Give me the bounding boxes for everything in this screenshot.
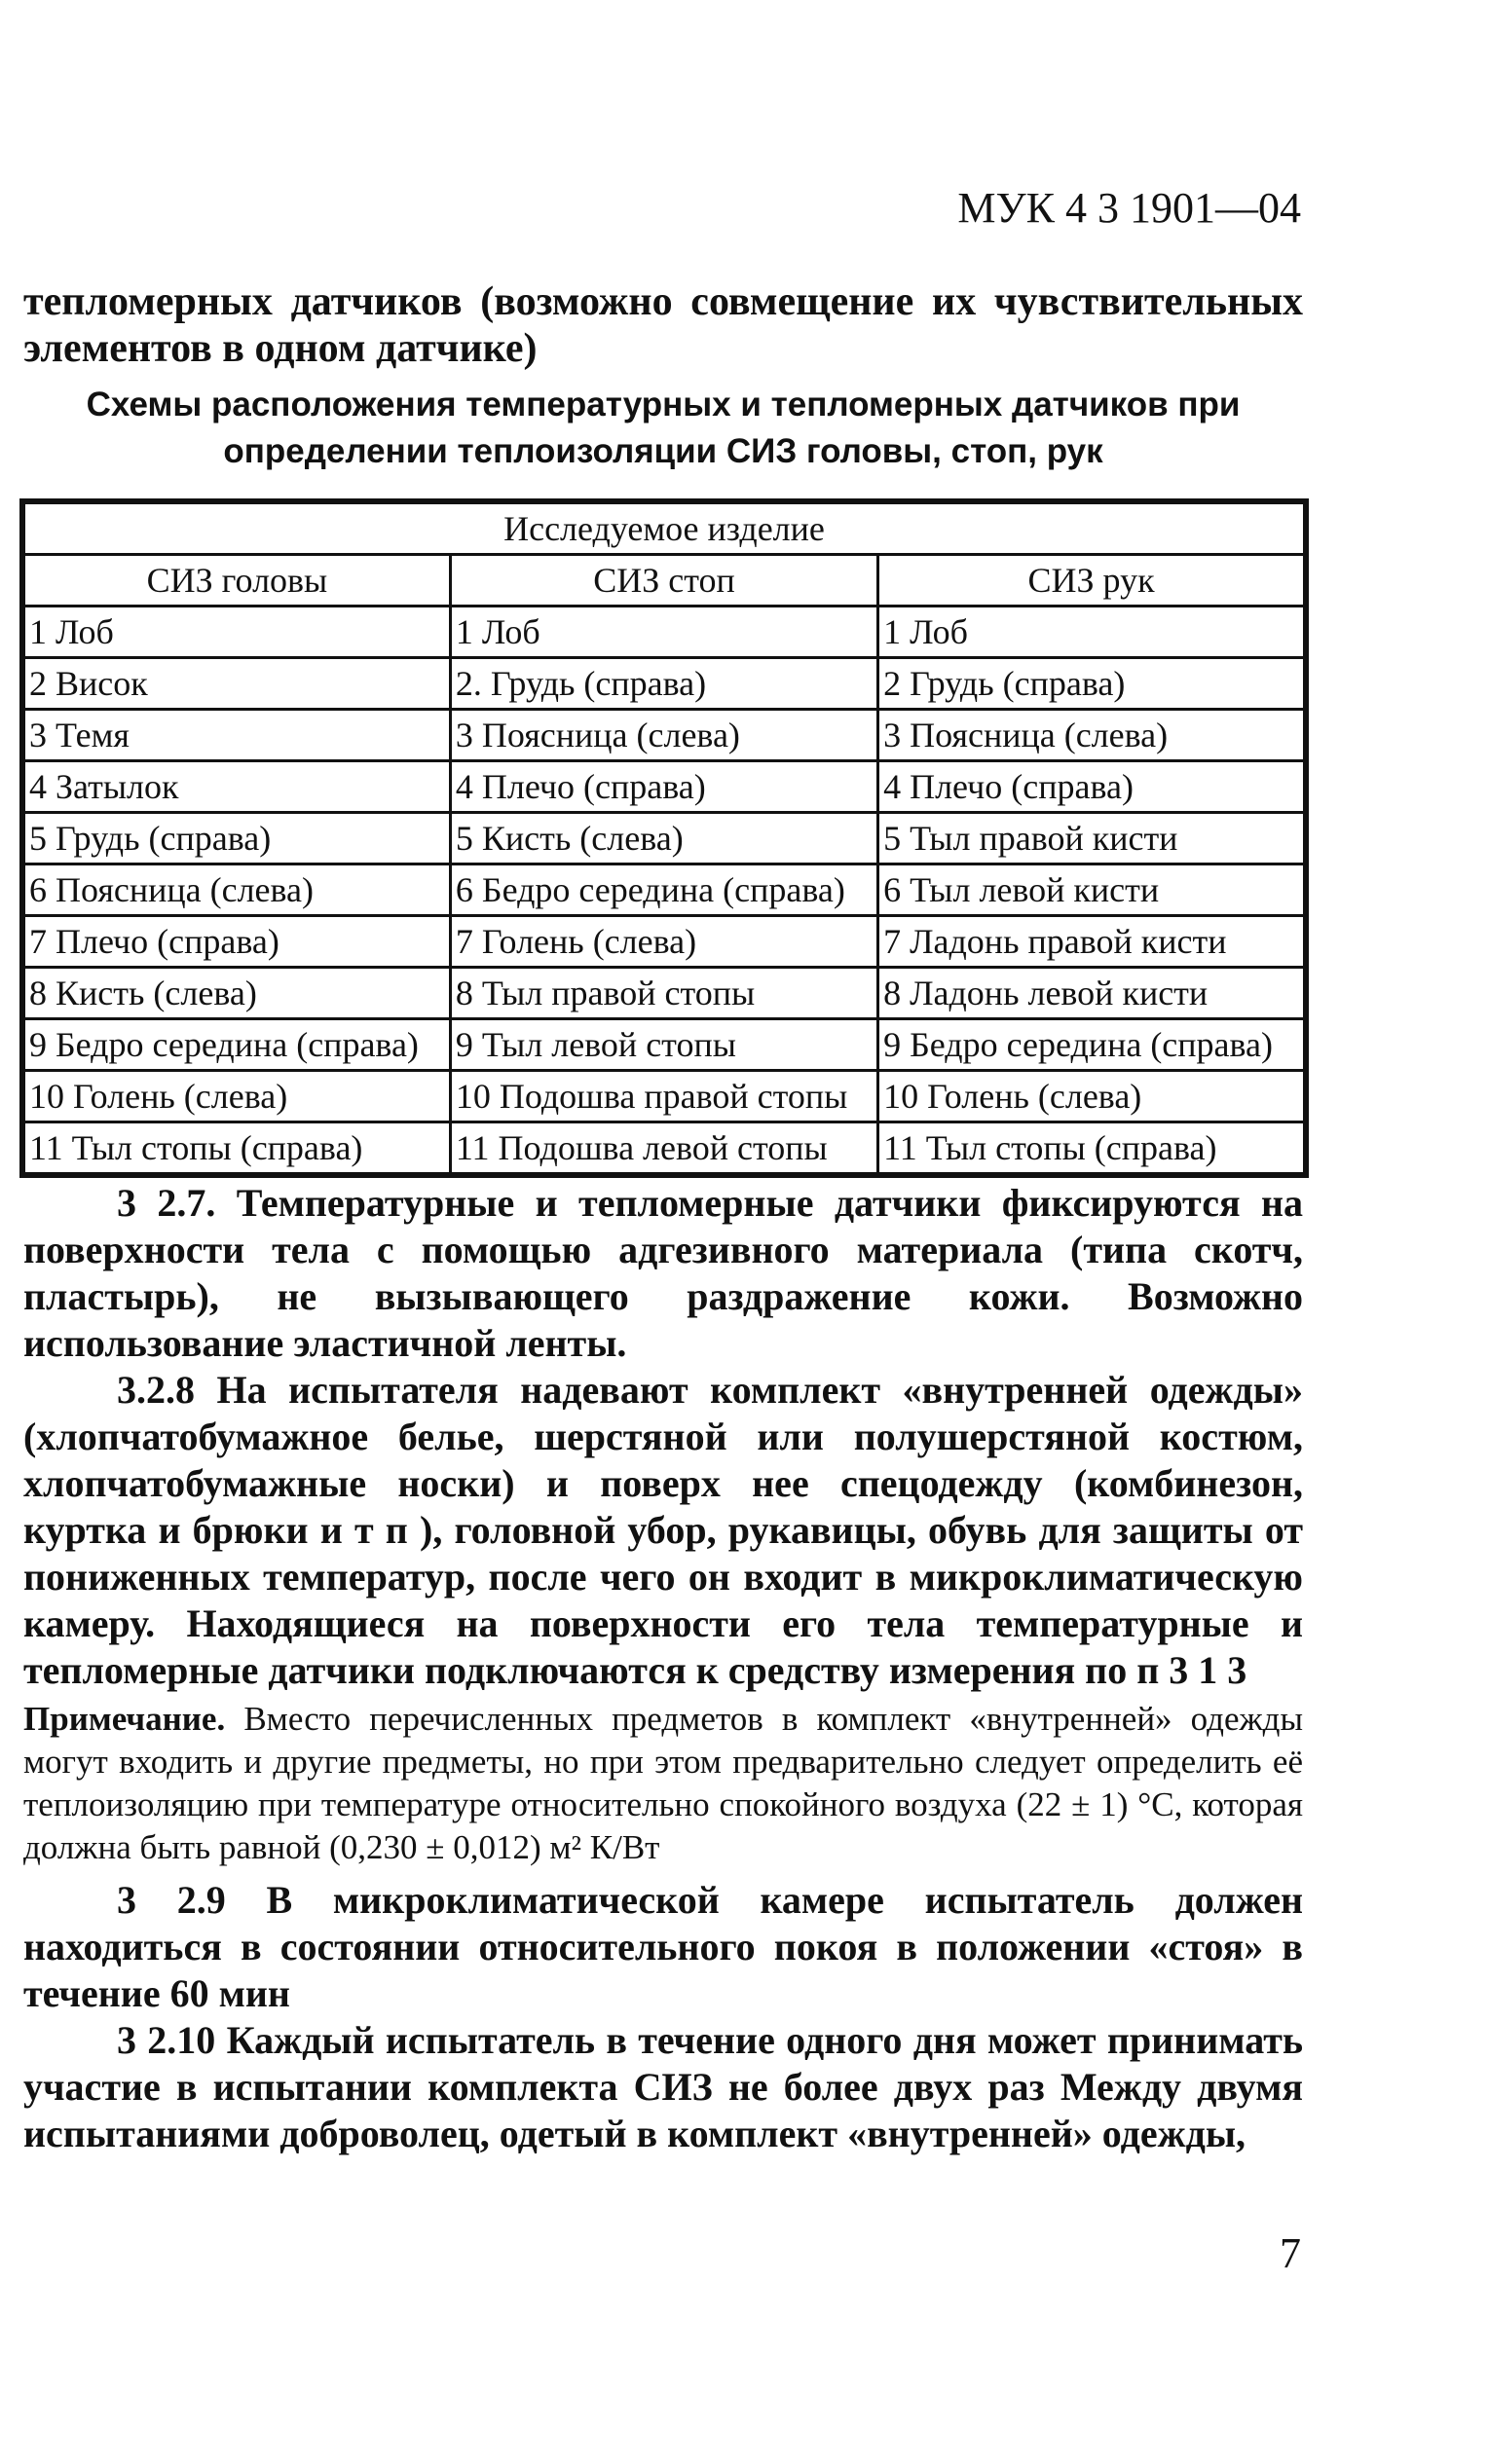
table-cell: 11 Тыл стопы (справа) [878, 1122, 1305, 1174]
paragraph-3-2-7: 3 2.7. Температурные и тепломерные датчики фиксируются на поверхности тела с помощью адгезивного материала (типа скотч, пластырь), не вызывающего раздражение кожи. Возможно использование эластичной ленты. [23, 1181, 1303, 1365]
table-row [24, 916, 1305, 968]
sensor-table [22, 501, 1306, 1175]
table-group-header: Исследуемое изделие [24, 503, 1305, 555]
table-row [24, 761, 1305, 813]
table-row [24, 1071, 1305, 1122]
note-block [23, 1698, 1303, 1869]
table-cell: 5 Грудь (справа) [24, 813, 451, 864]
table-cell: 4 Плечо (справа) [878, 761, 1305, 813]
table-cell: 9 Бедро середина (справа) [878, 1019, 1305, 1071]
table-cell: 5 Кисть (слева) [450, 813, 877, 864]
table-row [24, 710, 1305, 761]
column-header-head: СИЗ головы [24, 555, 451, 607]
table-cell: 4 Затылок [24, 761, 451, 813]
table-cell: 3 Поясница (слева) [450, 710, 877, 761]
paragraph-3-2-9: 3 2.9 В микроклиматической камере испытатель должен находиться в состоянии относительного покоя в положении «стоя» в течение 60 мин [23, 1878, 1303, 2015]
table-cell: 6 Бедро середина (справа) [450, 864, 877, 916]
table-cell: 11 Тыл стопы (справа) [24, 1122, 451, 1174]
page-number: 7 [1280, 2229, 1301, 2277]
table-row [24, 1122, 1305, 1174]
sensor-table-frame [19, 498, 1309, 1178]
table-cell: 2 Висок [24, 658, 451, 710]
table-cell: 11 Подошва левой стопы [450, 1122, 877, 1174]
table-cell: 8 Тыл правой стопы [450, 968, 877, 1019]
table-cell: 8 Ладонь левой кисти [878, 968, 1305, 1019]
table-cell: 2 Грудь (справа) [878, 658, 1305, 710]
table-cell: 6 Тыл левой кисти [878, 864, 1305, 916]
table-cell: 10 Голень (слева) [24, 1071, 451, 1122]
table-row [24, 1019, 1305, 1071]
table-cell: 4 Плечо (справа) [450, 761, 877, 813]
paragraph-3-2-10: 3 2.10 Каждый испытатель в течение одного дня может принимать участие в испытании комплекта СИЗ не более двух раз Между двумя испытаниями доброволец, одетый в комплект «внутренней» одежды, [23, 2018, 1303, 2155]
column-header-hands: СИЗ рук [878, 555, 1305, 607]
paragraph-3-2-8: 3.2.8 На испытателя надевают комплект «внутренней одежды» (хлопчатобумажное белье, шерстяной или полушерстяной костюм, хлопчатобумажные носки) и поверх нее спецодежду (комбинезон, куртка и брюки и т п ), головной убор, рукавицы, обувь для защиты от пониженных температур, после чего он входит в микроклиматическую камеру. Находящиеся на поверхности его тела температурные и тепломерные датчики подключаются к средству измерения по п 3 1 3 [23, 1368, 1303, 1692]
table-cell: 10 Голень (слева) [878, 1071, 1305, 1122]
table-cell: 7 Плечо (справа) [24, 916, 451, 968]
table-cell: 1 Лоб [878, 607, 1305, 658]
table-cell: 3 Темя [24, 710, 451, 761]
table-cell: 7 Голень (слева) [450, 916, 877, 968]
note-label: Примечание. [23, 1700, 226, 1738]
table-row [24, 607, 1305, 658]
table-cell: 9 Бедро середина (справа) [24, 1019, 451, 1071]
table-row [24, 864, 1305, 916]
table-cell: 1 Лоб [450, 607, 877, 658]
table-cell: 2. Грудь (справа) [450, 658, 877, 710]
table-title: Схемы расположения температурных и тепломерных датчиков при определении теплоизоляции СИЗ головы, стоп, рук [86, 386, 1241, 470]
column-header-feet: СИЗ стоп [450, 555, 877, 607]
table-cell: 9 Тыл левой стопы [450, 1019, 877, 1071]
document-header: МУК 4 3 1901—04 [957, 184, 1301, 232]
table-cell: 7 Ладонь правой кисти [878, 916, 1305, 968]
table-cell: 8 Кисть (слева) [24, 968, 451, 1019]
table-row [24, 968, 1305, 1019]
note-text: Вместо перечисленных предметов в комплект «внутренней» одежды могут входить и другие предметы, но при этом предварительно следует определить её теплоизоляцию при температуре относительно спокойного воздуха (22 ± 1) °С, которая должна быть равной (0,230 ± 0,012) м² К/Вт [23, 1700, 1303, 1866]
table-cell: 3 Поясница (слева) [878, 710, 1305, 761]
table-row [24, 813, 1305, 864]
intro-paragraph: тепломерных датчиков (возможно совмещение их чувствительных элементов в одном датчике) [23, 279, 1303, 371]
table-row [24, 658, 1305, 710]
table-cell: 6 Поясница (слева) [24, 864, 451, 916]
table-cell: 5 Тыл правой кисти [878, 813, 1305, 864]
body-section-1 [23, 1180, 1303, 1694]
table-cell: 10 Подошва правой стопы [450, 1071, 877, 1122]
body-section-2 [23, 1877, 1303, 2157]
table-cell: 1 Лоб [24, 607, 451, 658]
